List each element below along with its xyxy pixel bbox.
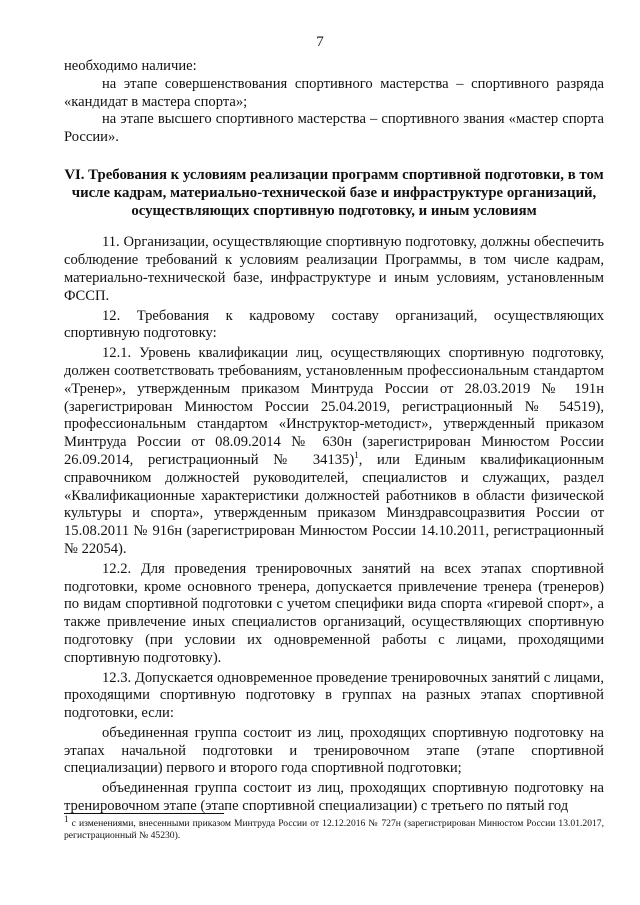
paragraph-11: 11. Организации, осуществляющие спортивную подготовку, должны обеспечить соблюдение требований к условиям реализации Программы, в том числе кадрам, материально-технической базе, инфраструктуре и иным условиям, установленным ФССП. xyxy=(64,234,604,304)
paragraph-12-3-condition-b: объединенная группа состоит из лиц, проходящих спортивную подготовку на тренировочном этапе (этапе спортивной специализации) с третьего по пятый год xyxy=(64,780,604,815)
document-body xyxy=(64,58,604,816)
footnote-mark: 1 xyxy=(64,813,69,824)
paragraph-12-3-condition-a: объединенная группа состоит из лиц, проходящих спортивную подготовку на этапах начальной подготовки и тренировочном этапе (этапе спортивной специализации) первого и второго года спортивной подготовки; xyxy=(64,724,604,777)
footnote xyxy=(64,813,604,842)
footnote-reference: 1 xyxy=(354,450,359,461)
footnote-text: с изменениями, внесенными приказом Минтруда России от 12.12.2016 № 727н (зарегистрирован Минюстом России 13.01.2017, регистрационный № 45230). xyxy=(64,818,604,841)
paragraph-12-1-text: 12.1. Уровень квалификации лиц, осуществляющих спортивную подготовку, должен соответствовать требованиям, установленным профессиональным стандартом «Тренер», утвержденным приказом Минтруда России от 28.03.2019 № 191н (зарегистрирован Минюстом России 25.04.2019, регистрационный № 54519), профессиональным стандартом «Инструктор-методист», утвержденный приказом Минтруда России от 08.09.2014 № 630н (зарегистрирован Минюстом России 26.09.2014, регистрационный № 34135) xyxy=(64,345,604,468)
paragraph-12: 12. Требования к кадровому составу организаций, осуществляющих спортивную подготовку: xyxy=(64,307,604,342)
paragraph-12-2: 12.2. Для проведения тренировочных занятий на всех этапах спортивной подготовки, кроме основного тренера, допускается привлечение тренера (тренеров) по видам спортивной подготовки с учетом специфики вида спорта «гиревой спорт», а также привлечение иных специалистов организаций, осуществляющих спортивную подготовку (при условии их одновременной работы с лицами, проходящими спортивную подготовку). xyxy=(64,560,604,666)
paragraph-stage-highest: на этапе высшего спортивного мастерства – спортивного звания «мастер спорта России». xyxy=(64,111,604,146)
paragraph-12-1-text-continued: , или Единым квалификационным справочником должностей руководителей, специалистов и служащих, раздел «Квалификационные характеристики должностей работников в области физической культуры и спорта», утвержденным приказом Минздравсоцразвития России от 15.08.2011 № 916н (зарегистрирован Минюстом России 14.10.2011, регистрационный № 22054). xyxy=(64,451,604,557)
footnote-divider xyxy=(64,813,224,814)
paragraph-intro: необходимо наличие: xyxy=(64,58,197,74)
paragraph-12-1 xyxy=(64,345,604,559)
page-number: 7 xyxy=(316,34,324,50)
section-heading: VI. Требования к условиям реализации программ спортивной подготовки, в том числе кадрам, материально-технической базе и инфраструктуре организаций, осуществляющих спортивную подготовку, и иным условиям xyxy=(64,166,604,219)
paragraph-12-3: 12.3. Допускается одновременное проведение тренировочных занятий с лицами, проходящими спортивную подготовку в группах на разных этапах спортивной подготовки, если: xyxy=(64,669,604,722)
paragraph-stage-improvement: на этапе совершенствования спортивного мастерства – спортивного разряда «кандидат в мастера спорта»; xyxy=(64,75,604,110)
